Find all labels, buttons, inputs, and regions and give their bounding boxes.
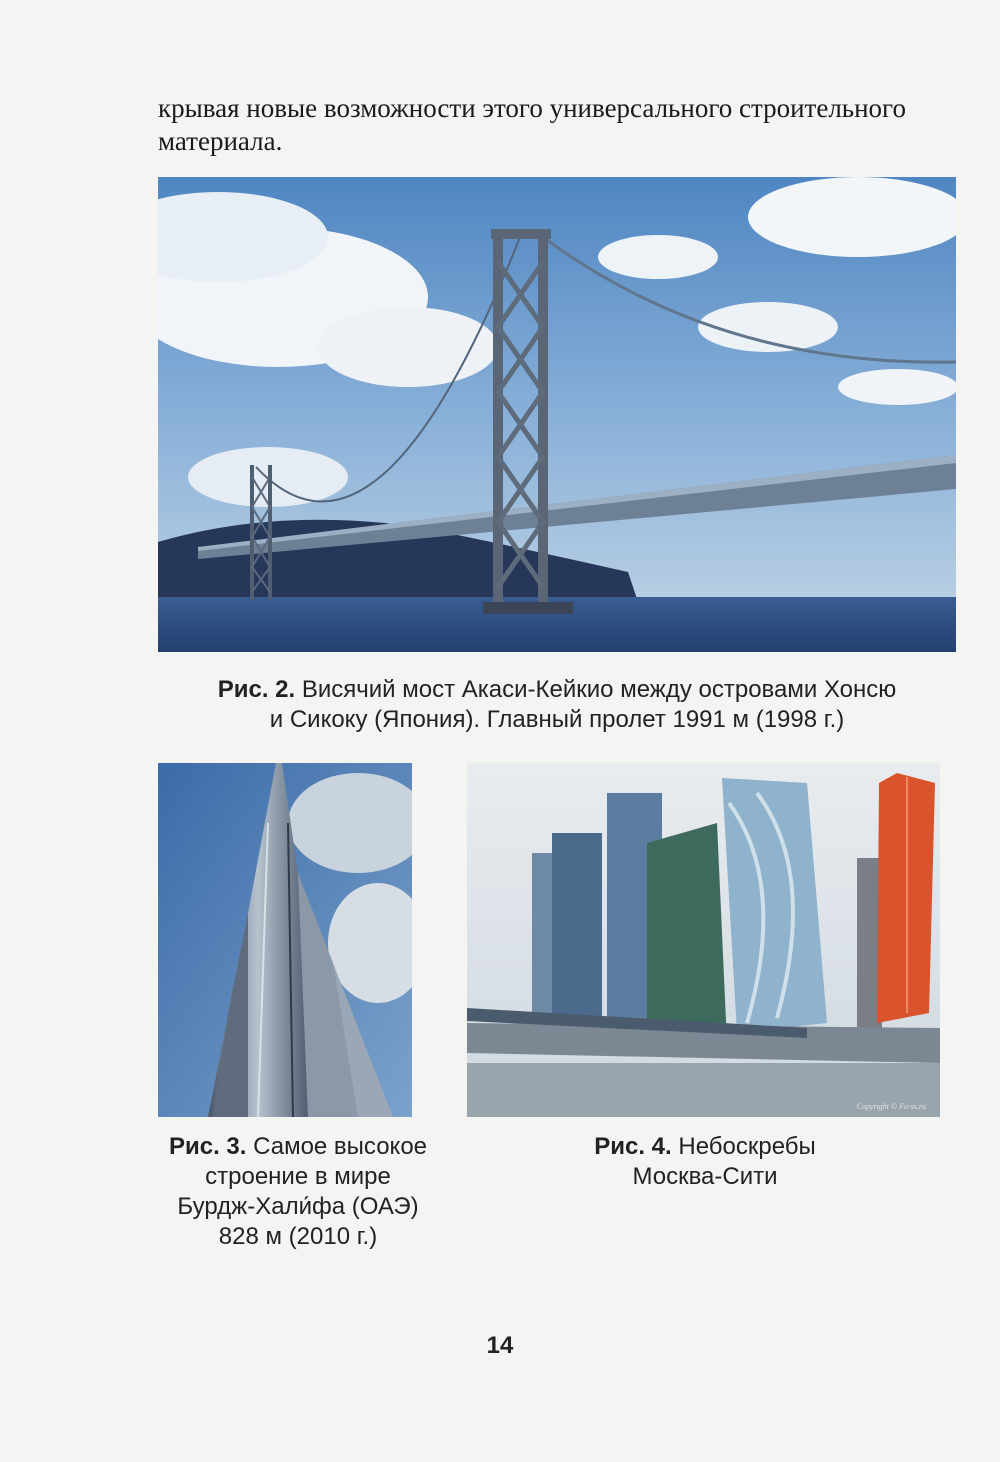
figure-4-caption-line-2: Москва-Сити (632, 1163, 778, 1190)
burj-khalifa-photo (158, 763, 412, 1117)
figure-3-caption-line-1 (140, 1132, 456, 1162)
figure-3-caption-line-2: строение в мире (205, 1163, 391, 1190)
figure-4-caption-text-1: Небоскребы (671, 1133, 816, 1160)
figure-2-caption (158, 675, 956, 735)
moscow-city-photo (467, 763, 940, 1117)
figure-4-label: Рис. 4. (594, 1133, 672, 1160)
figure-3-caption (140, 1132, 456, 1252)
figure-3-caption-line-4: 828 м (2010 г.) (218, 1223, 378, 1250)
figure-3-caption-text-1: Самое высокое (246, 1133, 428, 1160)
body-line-1: крывая новые возможности этого универсального строительного (158, 93, 906, 123)
photo-watermark: Copyright © Fo-ss.ru (856, 1102, 926, 1111)
figure-2-caption-line-2: и Сикоку (Япония). Главный пролет 1991 м (1998 г.) (269, 706, 845, 733)
figure-4-caption-line-1 (540, 1132, 870, 1162)
figure-2-caption-text-1: Висячий мост Акаси-Кейкио между островами Хонсю (295, 676, 897, 703)
bridge-photo (158, 177, 956, 652)
figure-4-caption (540, 1132, 870, 1192)
figure-3-label: Рис. 3. (168, 1133, 247, 1160)
figure-2-label: Рис. 2. (217, 676, 296, 703)
page-number: 14 (486, 1332, 514, 1359)
figure-3-caption-line-3: Бурдж-Хали́фа (ОАЭ) (177, 1193, 419, 1220)
body-paragraph (158, 92, 958, 158)
figure-2-caption-line-1 (158, 675, 956, 705)
body-line-2: материала. (158, 126, 283, 156)
